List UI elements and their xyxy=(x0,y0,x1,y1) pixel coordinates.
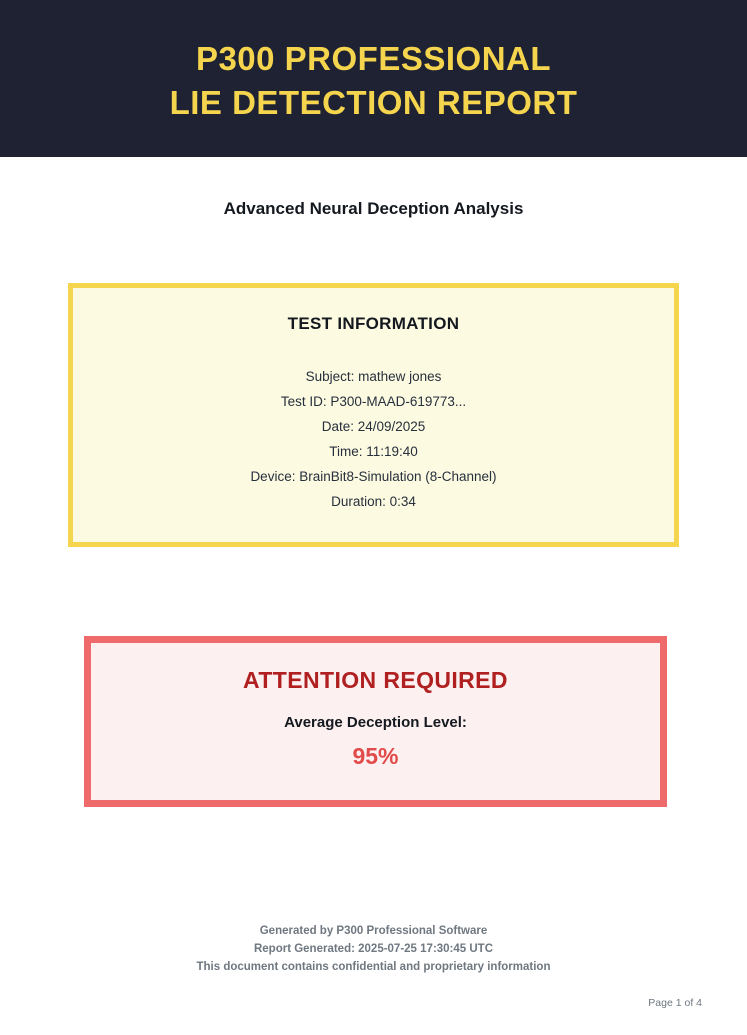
average-deception-level-value: 95% xyxy=(352,743,399,769)
footer-generated-by: Generated by P300 Professional Software xyxy=(259,925,488,937)
test-information-duration: Duration: 0:34 xyxy=(331,494,416,509)
test-information-subject: Subject: mathew jones xyxy=(305,369,442,384)
report-subtitle: Advanced Neural Deception Analysis xyxy=(223,199,524,218)
page-number: Page 1 of 4 xyxy=(648,997,702,1009)
report-title-line-1: P300 PROFESSIONAL xyxy=(195,39,552,77)
report-title-line-2: LIE DETECTION REPORT xyxy=(169,83,578,121)
footer-report-generated: Report Generated: 2025-07-25 17:30:45 UTC xyxy=(253,943,494,955)
test-information-date: Date: 24/09/2025 xyxy=(321,419,426,434)
test-information-heading: TEST INFORMATION xyxy=(287,314,460,333)
test-information-test-id: Test ID: P300-MAAD-619773... xyxy=(280,394,467,409)
attention-required-heading: ATTENTION REQUIRED xyxy=(243,667,508,693)
report-footer xyxy=(0,922,747,976)
test-information-panel xyxy=(68,283,679,547)
report-header-banner xyxy=(0,0,747,157)
attention-required-panel xyxy=(84,636,667,807)
average-deception-level-label: Average Deception Level: xyxy=(284,714,467,731)
test-information-device: Device: BrainBit8-Simulation (8-Channel) xyxy=(250,469,497,484)
footer-confidentiality-notice: This document contains confidential and proprietary information xyxy=(196,961,551,973)
test-information-time: Time: 11:19:40 xyxy=(329,444,418,459)
